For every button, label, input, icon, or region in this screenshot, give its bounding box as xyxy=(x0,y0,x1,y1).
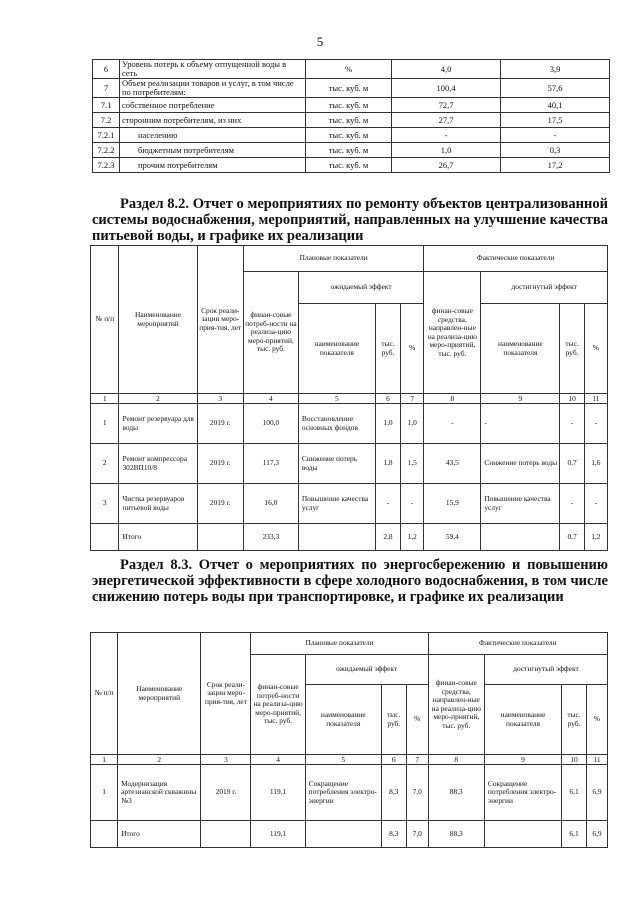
cell-ach-k: 6,1 xyxy=(562,765,587,821)
achieved-thous-header: тыс. руб. xyxy=(560,304,584,394)
col-term-header: Срок реали-зации меро-прия-тия, лет xyxy=(197,246,243,394)
cell-exp-name: Снижение потерь воды xyxy=(298,444,375,484)
achieved-indicator-header: наименование показателя xyxy=(484,685,561,755)
row-name: сторонним потребителям, из них xyxy=(120,113,306,128)
cell-fact-fin: - xyxy=(424,404,481,444)
row-value-fact: 40,1 xyxy=(501,98,610,113)
fact-fin-header: финан-совые средства, направлен-ные на реализа-цию меро-приятий, тыс. руб. xyxy=(428,655,484,755)
row-unit: % xyxy=(306,60,392,79)
empty-cell xyxy=(201,821,251,848)
col-num-header: № п/п xyxy=(91,633,118,755)
total-row xyxy=(91,524,608,551)
row-unit: тыс. куб. м xyxy=(306,128,392,143)
total-ach-pct: 1,2 xyxy=(584,524,607,551)
achieved-indicator-header: наименование показателя xyxy=(481,304,560,394)
table-row xyxy=(93,113,610,128)
table-row xyxy=(93,143,610,158)
total-plan-fin: 233,3 xyxy=(243,524,298,551)
achieved-effect-header: достигнутый эффект xyxy=(481,272,608,304)
cell-ach-name: Сокращение потребления электро-энергии xyxy=(484,765,561,821)
fact-fin-header: финан-совые средства, направлен-ные на реализа-цию меро-приятий, тыс. руб. xyxy=(424,272,481,394)
row-value-fact: 0,3 xyxy=(501,143,610,158)
fact-group-header: Фактические показатели xyxy=(428,633,607,655)
cell-name: Модернизация артезианской скважины №3 xyxy=(118,765,201,821)
cell-ach-k: - xyxy=(560,484,584,524)
row-number: 7.2 xyxy=(93,113,120,128)
cell-term: 2019 г. xyxy=(197,404,243,444)
cell-plan-fin: 117,3 xyxy=(243,444,298,484)
empty-cell xyxy=(91,524,119,551)
cell-ach-name: Снижение потерь воды xyxy=(481,444,560,484)
cell-exp-k: 1,0 xyxy=(375,404,400,444)
row-number: 7.2.3 xyxy=(93,158,120,173)
column-index-row: 1 2 3 4 5 6 7 8 9 10 11 xyxy=(91,755,608,765)
cell-exp-pct: 7,0 xyxy=(406,765,428,821)
total-exp-pct: 7,0 xyxy=(406,821,428,848)
column-index-row: 1 2 3 4 5 6 7 8 9 10 11 xyxy=(91,394,608,404)
cell-exp-pct: - xyxy=(401,484,424,524)
row-value-fact: 17,2 xyxy=(501,158,610,173)
empty-cell xyxy=(298,524,375,551)
total-label: Итого xyxy=(118,821,201,848)
expected-thous-header: тыс. руб. xyxy=(381,685,406,755)
row-unit: тыс. куб. м xyxy=(306,79,392,98)
total-ach-pct: 6,9 xyxy=(587,821,608,848)
cell-plan-fin: 100,0 xyxy=(243,404,298,444)
cell-num: 3 xyxy=(91,484,119,524)
table-row xyxy=(91,404,608,444)
table-row xyxy=(93,60,610,79)
section-8-2-heading: Раздел 8.2. Отчет о мероприятиях по ремонту объектов централизованной системы водоснабжения, мероприятий, направленных на улучшение качества питьевой воды, и графике их реализации xyxy=(92,196,608,244)
total-ach-k: 0,7 xyxy=(560,524,584,551)
table-row xyxy=(91,444,608,484)
cell-ach-k: - xyxy=(560,404,584,444)
expected-effect-header: ожидаемый эффект xyxy=(305,655,428,685)
total-label: Итого xyxy=(119,524,197,551)
section-8-3-heading: Раздел 8.3. Отчет о мероприятиях по энергосбережению и повышению энергетической эффективности в сфере холодного водоснабжения, в том числе снижению потерь воды при транспортировке, и графике их реализации xyxy=(92,557,608,605)
plan-group-header: Плановые показатели xyxy=(243,246,423,272)
cell-ach-pct: 1,6 xyxy=(584,444,607,484)
cell-exp-k: 1,8 xyxy=(375,444,400,484)
cell-ach-name: - xyxy=(481,404,560,444)
row-name: Уровень потерь к объему отпущенной воды в сеть xyxy=(120,60,306,79)
total-row xyxy=(91,821,608,848)
indicators-table xyxy=(92,59,610,173)
row-unit: тыс. куб. м xyxy=(306,143,392,158)
row-number: 7.1 xyxy=(93,98,120,113)
row-name: населению xyxy=(120,128,306,143)
row-value-plan: 100,4 xyxy=(392,79,501,98)
page-number: 5 xyxy=(316,34,324,49)
cell-ach-pct: - xyxy=(584,404,607,444)
row-value-plan: 27,7 xyxy=(392,113,501,128)
cell-name: Ремонт резервуара для воды xyxy=(119,404,197,444)
cell-plan-fin: 16,0 xyxy=(243,484,298,524)
cell-fact-fin: 15,9 xyxy=(424,484,481,524)
total-fact-fin: 59,4 xyxy=(424,524,481,551)
cell-ach-name: Повышение качества услуг xyxy=(481,484,560,524)
col-name-header: Наименование мероприятий xyxy=(119,246,197,394)
row-value-plan: 72,7 xyxy=(392,98,501,113)
empty-cell xyxy=(305,821,381,848)
cell-ach-k: 0,7 xyxy=(560,444,584,484)
cell-num: 2 xyxy=(91,444,119,484)
cell-exp-pct: 1,0 xyxy=(401,404,424,444)
cell-ach-pct: 6,9 xyxy=(587,765,608,821)
cell-exp-name: Восстановление основных фондов xyxy=(298,404,375,444)
energy-report-table xyxy=(90,632,608,848)
plan-fin-header: финан-совые потреб-ности на реализа-цию меро-приятий, тыс. руб. xyxy=(243,272,298,394)
row-unit: тыс. куб. м xyxy=(306,98,392,113)
cell-term: 2019 г. xyxy=(197,444,243,484)
expected-indicator-header: наименование показателя xyxy=(305,685,381,755)
total-exp-k: 8,3 xyxy=(381,821,406,848)
plan-group-header: Плановые показатели xyxy=(251,633,428,655)
row-number: 6 xyxy=(93,60,120,79)
row-name: Объем реализации товаров и услуг, в том числе по потребителям: xyxy=(120,79,306,98)
cell-exp-k: 8,3 xyxy=(381,765,406,821)
cell-fact-fin: 43,5 xyxy=(424,444,481,484)
col-num-header: № п/п xyxy=(91,246,119,394)
expected-pct-header: % xyxy=(401,304,424,394)
total-plan-fin: 119,1 xyxy=(251,821,305,848)
cell-num: 1 xyxy=(91,765,118,821)
repair-report-table xyxy=(90,245,608,551)
row-value-fact: 3,9 xyxy=(501,60,610,79)
cell-ach-pct: - xyxy=(584,484,607,524)
expected-thous-header: тыс. руб. xyxy=(375,304,400,394)
row-value-plan: 1,0 xyxy=(392,143,501,158)
row-name: собственное потребление xyxy=(120,98,306,113)
empty-cell xyxy=(91,821,118,848)
row-unit: тыс. куб. м xyxy=(306,113,392,128)
cell-num: 1 xyxy=(91,404,119,444)
row-value-plan: 4,0 xyxy=(392,60,501,79)
total-exp-pct: 1,2 xyxy=(401,524,424,551)
cell-exp-name: Повышение качества услуг xyxy=(298,484,375,524)
row-value-fact: 57,6 xyxy=(501,79,610,98)
row-number: 7 xyxy=(93,79,120,98)
cell-exp-name: Сокращение потребления электро-энергии xyxy=(305,765,381,821)
cell-term: 2019 г. xyxy=(201,765,251,821)
total-ach-k: 6,1 xyxy=(562,821,587,848)
table-row xyxy=(91,765,608,821)
row-name: прочим потребителям xyxy=(120,158,306,173)
table-row xyxy=(93,79,610,98)
total-exp-k: 2,8 xyxy=(375,524,400,551)
row-name: бюджетным потребителям xyxy=(120,143,306,158)
cell-exp-k: - xyxy=(375,484,400,524)
cell-fact-fin: 88,3 xyxy=(428,765,484,821)
empty-cell xyxy=(197,524,243,551)
cell-term: 2019 г. xyxy=(197,484,243,524)
expected-indicator-header: наименование показателя xyxy=(298,304,375,394)
row-unit: тыс. куб. м xyxy=(306,158,392,173)
achieved-pct-header: % xyxy=(587,685,608,755)
row-value-fact: 17,5 xyxy=(501,113,610,128)
expected-effect-header: ожидаемый эффект xyxy=(298,272,424,304)
table-row xyxy=(91,484,608,524)
achieved-pct-header: % xyxy=(584,304,607,394)
expected-pct-header: % xyxy=(406,685,428,755)
fact-group-header: Фактические показатели xyxy=(424,246,608,272)
plan-fin-header: финан-совые потреб-ности на реализа-цию меро-приятий, тыс. руб. xyxy=(251,655,305,755)
col-name-header: Наименование мероприятий xyxy=(118,633,201,755)
cell-exp-pct: 1,5 xyxy=(401,444,424,484)
total-fact-fin: 88,3 xyxy=(428,821,484,848)
col-term-header: Срок реали-зации меро-прия-тия, лет xyxy=(201,633,251,755)
achieved-thous-header: тыс. руб. xyxy=(562,685,587,755)
table-row xyxy=(93,128,610,143)
row-number: 7.2.1 xyxy=(93,128,120,143)
empty-cell xyxy=(481,524,560,551)
table-row xyxy=(93,158,610,173)
achieved-effect-header: достигнутый эффект xyxy=(484,655,607,685)
cell-plan-fin: 119,1 xyxy=(251,765,305,821)
row-value-plan: 26,7 xyxy=(392,158,501,173)
cell-name: Ремонт компрессора 302ВП10/8 xyxy=(119,444,197,484)
cell-name: Чистка резервуаров питьевой воды xyxy=(119,484,197,524)
row-value-fact: - xyxy=(501,128,610,143)
row-value-plan: - xyxy=(392,128,501,143)
row-number: 7.2.2 xyxy=(93,143,120,158)
table-row xyxy=(93,98,610,113)
empty-cell xyxy=(484,821,561,848)
